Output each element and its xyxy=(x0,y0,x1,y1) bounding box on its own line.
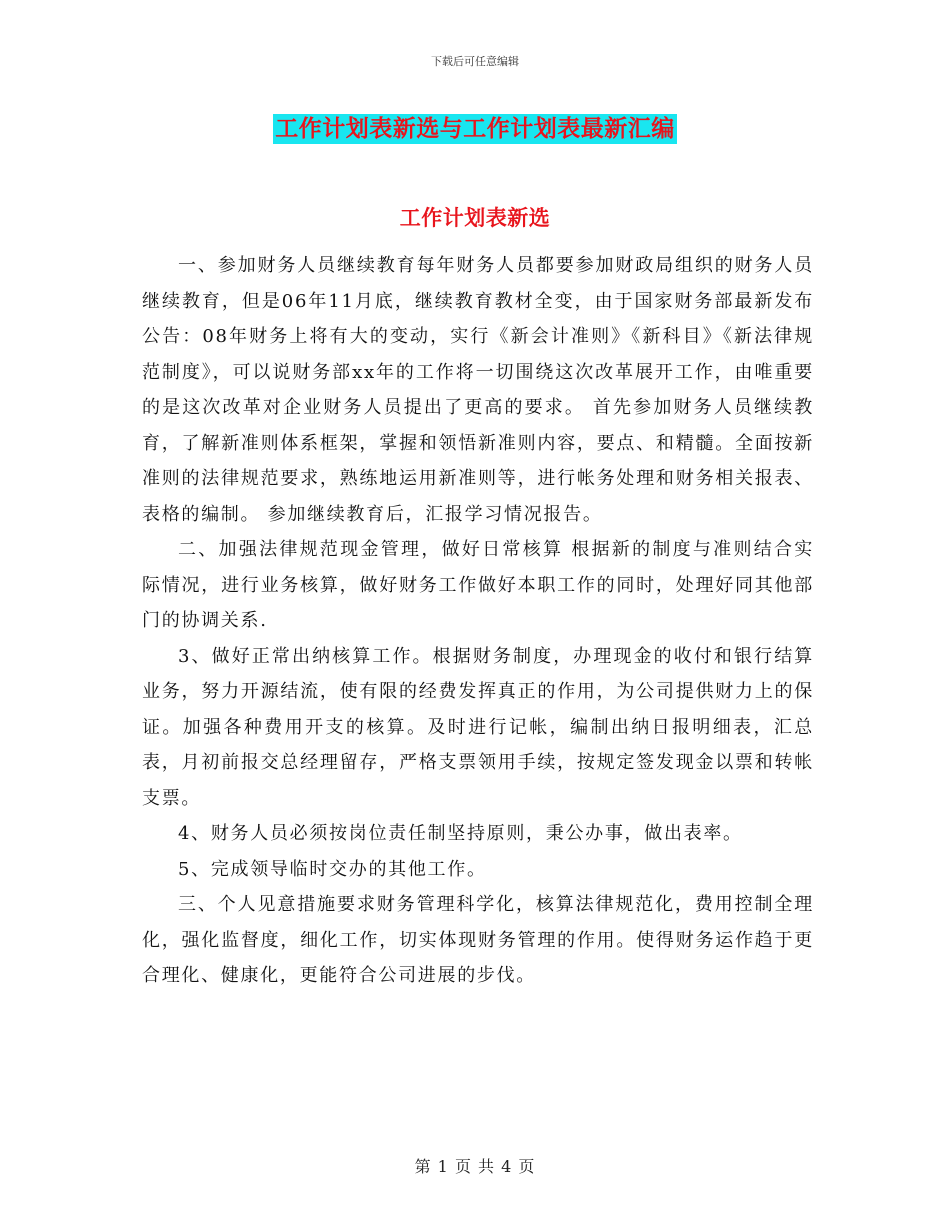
paragraph-suggestions: 三、个人见意措施要求财务管理科学化，核算法律规范化，费用控制全理化，强化监督度，细化工作，切实体现财务管理的作用。使得财务运作趋于更合理化、健康化，更能符合公司进展的步伐。 xyxy=(142,894,814,986)
document-body xyxy=(142,248,814,994)
paragraph-cash-management: 二、加强法律规范现金管理，做好日常核算 根据新的制度与准则结合实际情况，进行业务核算，做好财务工作做好本职工作的同时，处理好同其他部门的协调关系. xyxy=(142,539,814,631)
document-title-container xyxy=(0,114,950,144)
section-title: 工作计划表新选 xyxy=(399,206,551,230)
document-title: 工作计划表新选与工作计划表最新汇编 xyxy=(275,116,675,142)
paragraph-responsibility: 4、财务人员必须按岗位责任制坚持原则，秉公办事，做出表率。 xyxy=(178,823,743,844)
paragraph-cashier-accounting: 3、做好正常出纳核算工作。根据财务制度，办理现金的收付和银行结算业务，努力开源结流，使有限的经费发挥真正的作用，为公司提供财力上的保证。加强各种费用开支的核算。及时进行记帐，编制出纳日报明细表，汇总表，月初前报交总经理留存，严格支票领用手续，按规定签发现金以票和转帐支票。 xyxy=(142,645,814,809)
paragraph-continuing-education: 一、参加财务人员继续教育每年财务人员都要参加财政局组织的财务人员继续教育，但是06年11月底，继续教育教材全变，由于国家财务部最新发布公告：08年财务上将有大的变动，实行《新会计准则》《新科目》《新法律规范制度》，可以说财务部xx年的工作将一切围绕这次改革展开工作，由唯重要的是这次改革对企业财务人员提出了更高的要求。 首先参加财务人员继续教育，了解新准则体系框架，掌握和领悟新准则内容，要点、和精髓。全面按新准则的法律规范要求，熟练地运用新准则等，进行帐务处理和财务相关报表、表格的编制。 参加继续教育后，汇报学习情况报告。 xyxy=(142,255,814,525)
header-note: 下载后可任意编辑 xyxy=(431,55,519,68)
paragraph-other-tasks: 5、完成领导临时交办的其他工作。 xyxy=(178,858,487,880)
page-number-footer: 第 1 页 共 4 页 xyxy=(414,1157,536,1176)
